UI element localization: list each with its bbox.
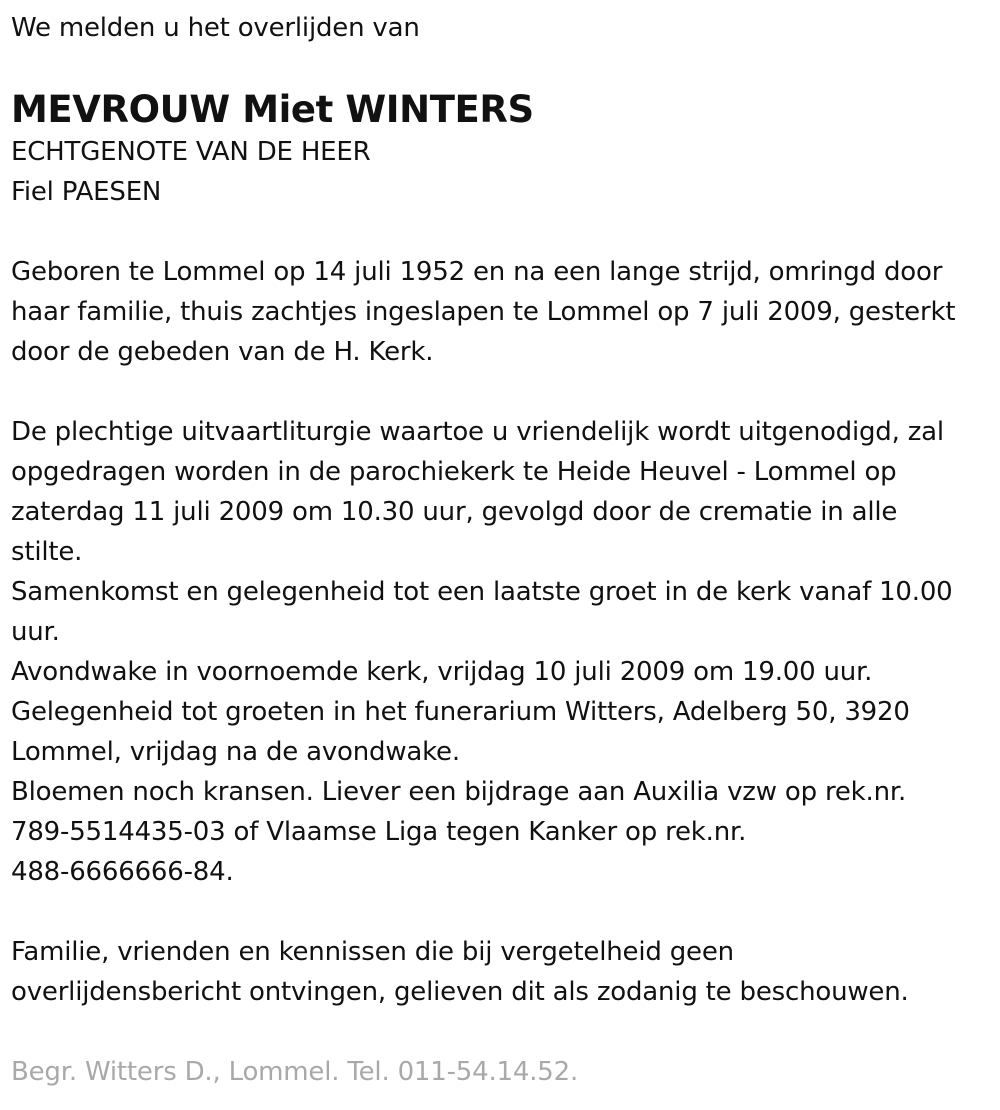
birth-death-paragraph [11, 252, 991, 372]
undertaker-contact: Begr. Witters D., Lommel. Tel. 011-54.14.52. [11, 1057, 579, 1087]
text-line: opgedragen worden in de parochiekerk te Heide Heuvel - Lommel op [11, 457, 897, 487]
text-line: haar familie, thuis zachtjes ingeslapen te Lommel op 7 juli 2009, gesterkt [11, 297, 956, 327]
text-line: Lommel, vrijdag na de avondwake. [11, 737, 460, 767]
deceased-name: MEVROUW Miet WINTERS [11, 88, 534, 131]
text-line: stilte. [11, 537, 83, 567]
funeral-home-paragraph [11, 692, 991, 772]
text-line: 488-6666666-84. [11, 857, 234, 887]
notice-intro: We melden u het overlijden van [11, 13, 420, 43]
funeral-paragraph [11, 412, 991, 572]
text-line: uur. [11, 617, 60, 647]
text-line: Familie, vrienden en kennissen die bij vergetelheid geen [11, 937, 734, 967]
text-line: Bloemen noch kransen. Liever een bijdrage aan Auxilia vzw op rek.nr. [11, 777, 907, 807]
text-line: 789-5514435-03 of Vlaamse Liga tegen Kanker op rek.nr. [11, 817, 747, 847]
text-line: zaterdag 11 juli 2009 om 10.30 uur, gevolgd door de crematie in alle [11, 497, 898, 527]
text-line: Avondwake in voornoemde kerk, vrijdag 10 juli 2009 om 19.00 uur. [11, 657, 873, 687]
closing-paragraph [11, 932, 991, 1012]
wake-paragraph [11, 652, 991, 692]
spouse-name: Fiel PAESEN [11, 177, 162, 207]
gathering-paragraph [11, 572, 991, 652]
flowers-paragraph [11, 772, 991, 892]
text-line: De plechtige uitvaartliturgie waartoe u vriendelijk wordt uitgenodigd, zal [11, 417, 944, 447]
text-line: Geboren te Lommel op 14 juli 1952 en na een lange strijd, omringd door [11, 257, 943, 287]
text-line: Gelegenheid tot groeten in het funerarium Witters, Adelberg 50, 3920 [11, 697, 910, 727]
spouse-relation [11, 132, 991, 212]
text-line: overlijdensbericht ontvingen, gelieven dit als zodanig te beschouwen. [11, 977, 909, 1007]
text-line: door de gebeden van de H. Kerk. [11, 337, 434, 367]
text-line: Samenkomst en gelegenheid tot een laatste groet in de kerk vanaf 10.00 [11, 577, 953, 607]
relation-line: ECHTGENOTE VAN DE HEER [11, 137, 371, 167]
